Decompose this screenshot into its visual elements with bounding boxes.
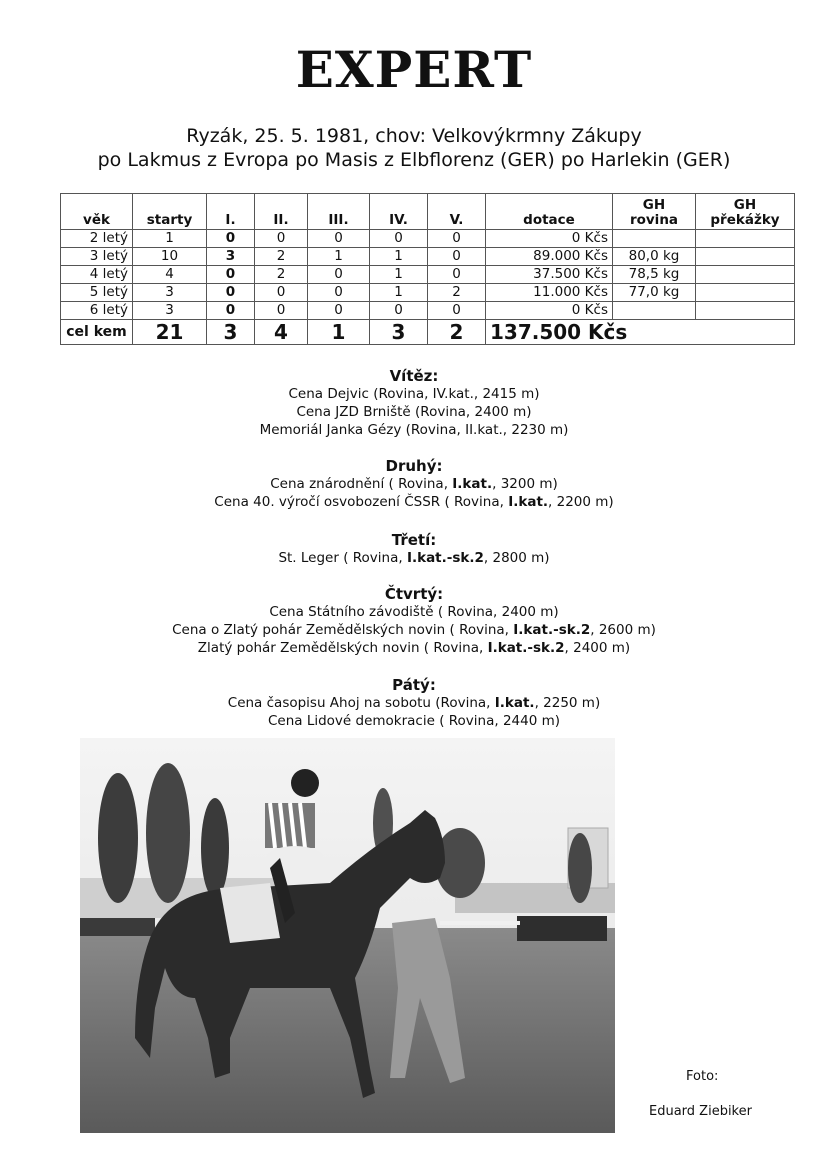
race-line: Cena JZD Brniště (Rovina, 2400 m) bbox=[296, 404, 532, 420]
cell-gh-flat bbox=[613, 302, 696, 320]
total-p1: 3 bbox=[207, 320, 255, 345]
header-gh-jump-b: překážky bbox=[710, 212, 780, 228]
race-distance: , 2250 m) bbox=[534, 695, 601, 711]
race-line: Cena Státního závodiště ( Rovina, 2400 m) bbox=[269, 604, 559, 620]
table-row bbox=[61, 302, 795, 320]
table-row bbox=[61, 266, 795, 284]
photo-credit-label: Foto: bbox=[686, 1069, 719, 1084]
total-p3: 1 bbox=[308, 320, 370, 345]
race-line bbox=[0, 694, 828, 712]
cell-starts: 3 bbox=[133, 302, 207, 320]
race-distance: , 3200 m) bbox=[492, 476, 558, 492]
header-starts: starty bbox=[133, 194, 207, 230]
cell-p1: 0 bbox=[207, 302, 255, 320]
cell-p4: 1 bbox=[370, 248, 428, 266]
cell-gh-jump bbox=[696, 302, 795, 320]
cell-p4: 1 bbox=[370, 266, 428, 284]
total-label: cel kem bbox=[61, 320, 133, 345]
section-heading: Druhý: bbox=[385, 457, 443, 475]
cell-p2: 2 bbox=[255, 248, 308, 266]
race-line: Cena Lidové demokracie ( Rovina, 2440 m) bbox=[267, 713, 561, 729]
cell-p5: 0 bbox=[428, 302, 486, 320]
race-line bbox=[0, 549, 828, 567]
header-second: II. bbox=[255, 194, 308, 230]
race-category: I.kat. bbox=[452, 476, 493, 492]
race-line bbox=[0, 639, 828, 657]
section-winner bbox=[0, 367, 828, 439]
race-category: I.kat.-sk.2 bbox=[487, 640, 565, 656]
cell-prize: 37.500 Kčs bbox=[486, 266, 613, 284]
cell-starts: 3 bbox=[133, 284, 207, 302]
photo-tree bbox=[568, 833, 592, 903]
cell-p3: 0 bbox=[308, 230, 370, 248]
race-category: I.kat. bbox=[508, 494, 549, 510]
cell-gh-flat: 78,5 kg bbox=[613, 266, 696, 284]
cell-p3: 0 bbox=[308, 302, 370, 320]
header-gh-flat-a: GH bbox=[642, 197, 666, 213]
cell-p2: 0 bbox=[255, 302, 308, 320]
section-heading: Pátý: bbox=[392, 676, 436, 694]
total-prize: 137.500 Kčs bbox=[486, 320, 795, 345]
race-text: Zlatý pohár Zemědělských novin ( Rovina, bbox=[197, 640, 488, 656]
section-third bbox=[0, 531, 828, 567]
cell-p4: 0 bbox=[370, 230, 428, 248]
cell-p5: 0 bbox=[428, 230, 486, 248]
race-distance: , 2400 m) bbox=[564, 640, 631, 656]
cell-age: 3 letý bbox=[61, 248, 133, 266]
header-first: I. bbox=[207, 194, 255, 230]
cell-p5: 0 bbox=[428, 248, 486, 266]
cell-prize: 89.000 Kčs bbox=[486, 248, 613, 266]
race-line bbox=[0, 493, 828, 511]
table-header-row bbox=[61, 194, 795, 230]
cell-prize: 0 Kčs bbox=[486, 230, 613, 248]
photo-tree bbox=[146, 763, 190, 903]
race-text: St. Leger ( Rovina, bbox=[278, 550, 407, 566]
cell-age: 2 letý bbox=[61, 230, 133, 248]
race-category: I.kat. bbox=[494, 695, 535, 711]
total-p2: 4 bbox=[255, 320, 308, 345]
cell-gh-flat: 77,0 kg bbox=[613, 284, 696, 302]
cell-starts: 1 bbox=[133, 230, 207, 248]
cell-prize: 0 Kčs bbox=[486, 302, 613, 320]
cell-gh-jump bbox=[696, 248, 795, 266]
cell-p3: 0 bbox=[308, 266, 370, 284]
header-gh-flat-b: rovina bbox=[629, 212, 679, 228]
results-table bbox=[60, 193, 795, 345]
race-distance: , 2200 m) bbox=[548, 494, 614, 510]
race-text: Cena o Zlatý pohár Zemědělských novin ( Rovina, bbox=[172, 622, 514, 638]
race-text: Cena znárodnění ( Rovina, bbox=[270, 476, 453, 492]
section-second bbox=[0, 457, 828, 511]
race-category: I.kat.-sk.2 bbox=[513, 622, 591, 638]
photo-tree bbox=[201, 798, 229, 898]
section-heading: Vítěz: bbox=[389, 367, 439, 385]
cell-p3: 1 bbox=[308, 248, 370, 266]
photo-tree bbox=[98, 773, 138, 903]
cell-starts: 4 bbox=[133, 266, 207, 284]
race-line bbox=[0, 475, 828, 493]
cell-age: 5 letý bbox=[61, 284, 133, 302]
race-line: Cena Dejvic (Rovina, IV.kat., 2415 m) bbox=[288, 386, 540, 402]
photo-saddle-cloth bbox=[220, 883, 280, 943]
header-fifth: V. bbox=[428, 194, 486, 230]
horse-photo bbox=[80, 738, 615, 1133]
cell-prize: 11.000 Kčs bbox=[486, 284, 613, 302]
cell-p2: 0 bbox=[255, 284, 308, 302]
header-age: věk bbox=[61, 194, 133, 230]
cell-gh-flat: 80,0 kg bbox=[613, 248, 696, 266]
cell-age: 4 letý bbox=[61, 266, 133, 284]
table-total-row bbox=[61, 320, 795, 345]
section-heading: Třetí: bbox=[391, 531, 437, 549]
cell-p2: 2 bbox=[255, 266, 308, 284]
cell-p3: 0 bbox=[308, 284, 370, 302]
subtitle-pedigree-line1: Ryzák, 25. 5. 1981, chov: Velkovýkrmny Zákupy bbox=[186, 125, 642, 147]
page-title: EXPERT bbox=[295, 40, 533, 99]
cell-p1: 0 bbox=[207, 284, 255, 302]
cell-gh-jump bbox=[696, 230, 795, 248]
cell-p4: 1 bbox=[370, 284, 428, 302]
cell-p1: 0 bbox=[207, 230, 255, 248]
cell-starts: 10 bbox=[133, 248, 207, 266]
photo-hedge bbox=[517, 916, 607, 941]
race-category: I.kat.-sk.2 bbox=[406, 550, 484, 566]
race-text: Cena časopisu Ahoj na sobotu (Rovina, bbox=[227, 695, 495, 711]
cell-p5: 0 bbox=[428, 266, 486, 284]
photo-credit-name: Eduard Ziebiker bbox=[649, 1104, 752, 1119]
header-gh-jump-a: GH bbox=[733, 197, 757, 213]
header-prize: dotace bbox=[486, 194, 613, 230]
race-distance: , 2800 m) bbox=[483, 550, 550, 566]
total-p4: 3 bbox=[370, 320, 428, 345]
section-fourth bbox=[0, 585, 828, 657]
header-fourth: IV. bbox=[370, 194, 428, 230]
cell-p5: 2 bbox=[428, 284, 486, 302]
header-gh-jump bbox=[696, 194, 795, 230]
race-distance: , 2600 m) bbox=[590, 622, 656, 638]
cell-gh-jump bbox=[696, 284, 795, 302]
cell-p4: 0 bbox=[370, 302, 428, 320]
race-line bbox=[0, 621, 828, 639]
section-heading: Čtvrtý: bbox=[384, 585, 444, 603]
cell-p1: 0 bbox=[207, 266, 255, 284]
table-row bbox=[61, 230, 795, 248]
race-line: Memoriál Janka Gézy (Rovina, II.kat., 2230 m) bbox=[259, 422, 569, 438]
photo-hedge bbox=[80, 918, 155, 936]
table-row bbox=[61, 284, 795, 302]
cell-gh-jump bbox=[696, 266, 795, 284]
total-p5: 2 bbox=[428, 320, 486, 345]
header-gh-flat bbox=[613, 194, 696, 230]
cell-age: 6 letý bbox=[61, 302, 133, 320]
photo-jockey-cap bbox=[291, 769, 319, 797]
cell-p2: 0 bbox=[255, 230, 308, 248]
section-fifth bbox=[0, 676, 828, 730]
header-third: III. bbox=[308, 194, 370, 230]
total-starts: 21 bbox=[133, 320, 207, 345]
subtitle-pedigree-line2: po Lakmus z Evropa po Masis z Elbflorenz (GER) po Harlekin (GER) bbox=[97, 149, 731, 171]
cell-gh-flat bbox=[613, 230, 696, 248]
race-text: Cena 40. výročí osvobození ČSSR ( Rovina, bbox=[214, 494, 509, 510]
table-row bbox=[61, 248, 795, 266]
photo-rail bbox=[440, 921, 520, 925]
cell-p1: 3 bbox=[207, 248, 255, 266]
